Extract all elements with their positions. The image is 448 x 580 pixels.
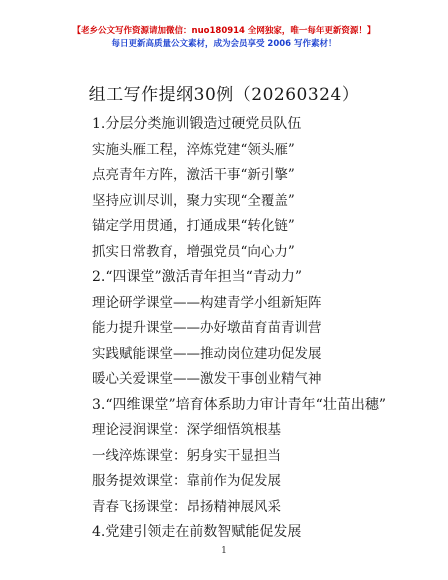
outline-item: 坚持应训尽训，聚力实现“全覆盖” — [92, 192, 295, 209]
outline-item: 理论浸润课堂：深学细悟筑根基 — [92, 422, 281, 438]
outline-item: 青春飞扬课堂：昂扬精神展风采 — [92, 498, 281, 515]
outline-item: 实施头雁工程，淬炼党建“领头雁” — [92, 141, 295, 158]
section-heading: 2.“四课堂”激活青年担当“青动力” — [92, 269, 302, 285]
outline-list — [92, 112, 386, 546]
section-heading: 1.分层分类施训锻造过硬党员队伍 — [92, 116, 302, 132]
outline-item: 服务提效课堂：靠前作为促发展 — [92, 473, 281, 489]
promo-banner-line-2: 每日更新高质量公文素材，成为会员享受 2006 写作素材！ — [111, 39, 337, 49]
outline-item: 抓实日常教育，增强党员“向心力” — [92, 243, 295, 260]
outline-item: 一线淬炼课堂：躬身实干显担当 — [92, 447, 281, 464]
outline-item: 点亮青年方阵，激活干事“新引擎” — [92, 167, 295, 183]
page-number: 1 — [221, 546, 227, 556]
section-heading: 3.“四维课堂”培育体系助力审计青年“壮苗出穗” — [92, 396, 386, 413]
document-title: 组工写作提纲30例（20260324） — [88, 85, 360, 105]
outline-item: 锚定学用贯通，打通成果“转化链” — [92, 218, 295, 234]
outline-item: 实践赋能课堂——推动岗位建功促发展 — [92, 345, 322, 362]
outline-item: 暖心关爱课堂——激发干事创业精气神 — [92, 371, 322, 387]
outline-item: 能力提升课堂——办好墩苗育苗青训营 — [92, 320, 322, 336]
promo-banner-line-1: 【老乡公文写作资源请加微信：nuo180914 全网独家，唯一每年更新资源！】 — [72, 26, 376, 36]
outline-item: 理论研学课堂——构建青学小组新矩阵 — [92, 294, 322, 311]
section-heading: 4.党建引领走在前数智赋能促发展 — [92, 524, 302, 540]
